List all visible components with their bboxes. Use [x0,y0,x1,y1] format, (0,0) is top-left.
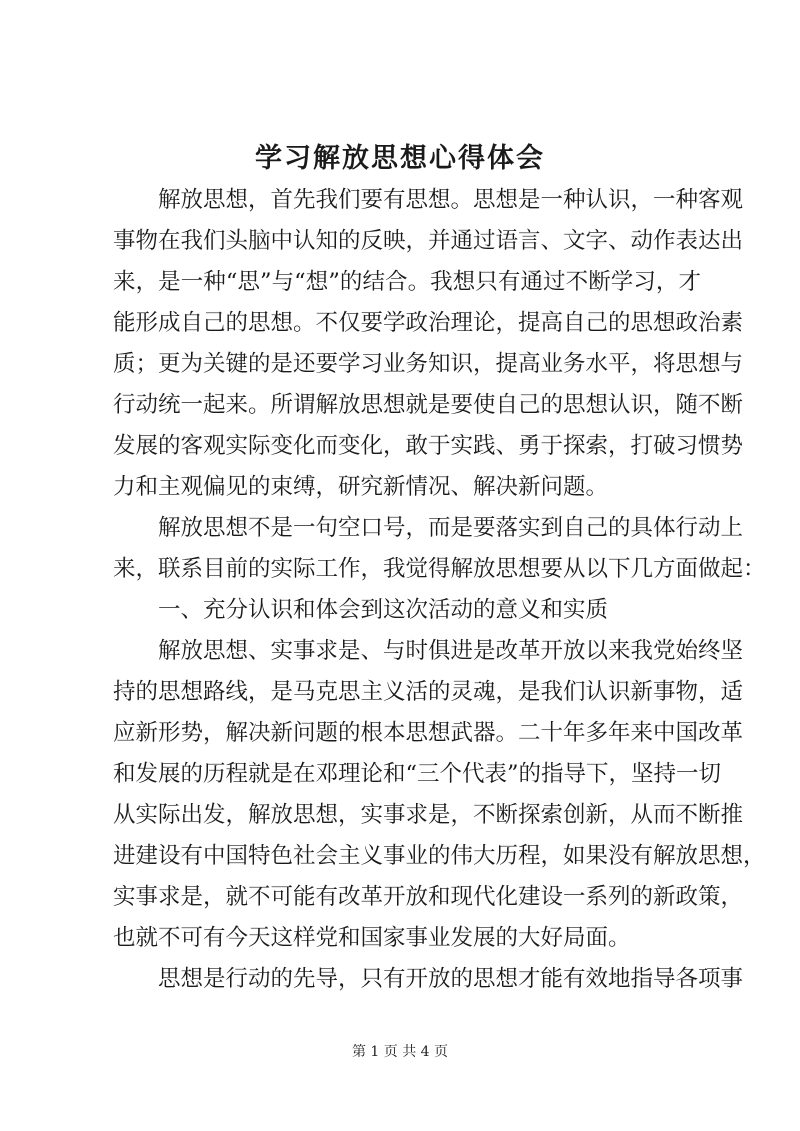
text-line: 解放思想，首先我们要有思想。思想是一种认识，一种客观 [158,187,744,213]
text-line: 行动统一起来。所谓解放思想就是要使自己的思想认识，随不断 [113,392,744,418]
text-line: 也就不可有今天这样党和国家事业发展的大好局面。 [113,925,631,951]
text-line: 应新形势，解决新问题的根本思想武器。二十年多年来中国改革 [113,720,744,746]
text-line: 能形成自己的思想。不仅要学政治理论，提高自己的思想政治素 [113,310,744,336]
text-line: 解放思想、实事求是、与时俱进是改革开放以来我党始终坚 [158,638,744,664]
text-line: 事物在我们头脑中认知的反映，并通过语言、文字、动作表达出 [113,228,744,254]
text-line: 来，是一种“思”与“想”的结合。我想只有通过不断学习，才 [113,269,701,295]
text-line: 进建设有中国特色社会主义事业的伟大历程，如果没有解放思想， [113,843,766,869]
text-line: 思想是行动的先导，只有开放的思想才能有效地指导各项事 [158,966,744,992]
text-line: 力和主观偏见的束缚，研究新情况、解决新问题。 [113,474,609,500]
document-title: 学习解放思想心得体会 [255,143,545,174]
text-line: 实事求是，就不可能有改革开放和现代化建设一系列的新政策， [113,884,744,910]
document-body [113,180,766,1000]
text-line: 解放思想不是一句空口号，而是要落实到自己的具体行动上 [158,515,744,541]
section-heading: 一、充分认识和体会到这次活动的意义和实质 [158,597,609,623]
text-line: 从实际出发，解放思想，实事求是，不断探索创新，从而不断推 [113,802,744,828]
text-line: 来，联系目前的实际工作，我觉得解放思想要从以下几方面做起： [113,556,766,582]
text-line: 持的思想路线，是马克思主义活的灵魂，是我们认识新事物，适 [113,679,744,705]
text-line: 和发展的历程就是在邓理论和“三个代表”的指导下，坚持一切 [113,761,722,787]
page-footer: 第 1 页 共 4 页 [351,1044,449,1060]
text-line: 发展的客观实际变化而变化，敢于实践、勇于探索，打破习惯势 [113,433,744,459]
text-line: 质；更为关键的是还要学习业务知识，提高业务水平，将思想与 [113,351,744,377]
